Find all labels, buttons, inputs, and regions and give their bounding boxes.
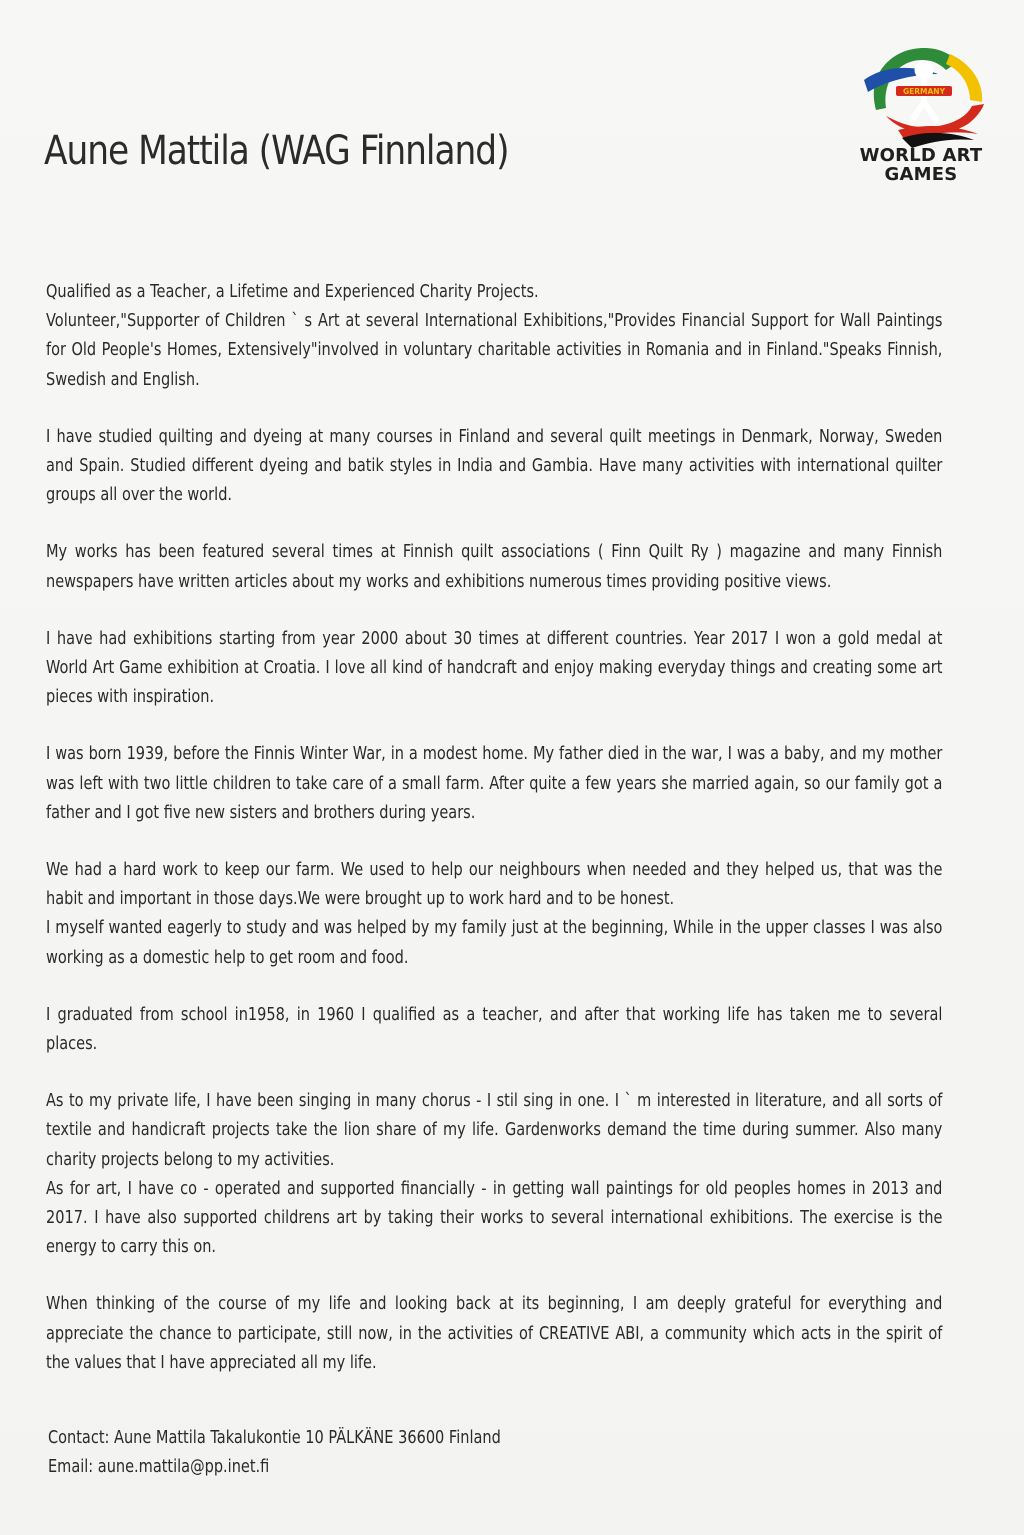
paragraph-childhood (46, 740, 942, 828)
paragraph-line: My works has been featured several times at Finnish quilt associations ( Finn Quilt Ry ) magazine and many Finnish newspapers have written articles about my works and exhibitions numerous times providing positive views. (46, 542, 943, 592)
paragraph-line: I have had exhibitions starting from year 2000 about 30 times at different countries. Year 2017 I won a gold medal at World Art Game exhibition at Croatia. I love all kind of handcraft and enjoy making everyday things and creating some art pieces with inspiration. (46, 628, 943, 708)
paragraph-line: When thinking of the course of my life and looking back at its beginning, I am deeply grateful for everything and appreciate the chance to participate, still now, in the activities of CREATIVE ABI, a community which acts in the spirit of the values that I have appreciated all my life. (46, 1294, 943, 1373)
logo-brand-line1: WORLD ART (859, 145, 983, 166)
logo-brand-text (846, 146, 996, 184)
logo-badge-text: GERMANY (902, 87, 946, 96)
paragraph-line: Qualified as a Teacher, a Lifetime and Experienced Charity Projects. (46, 282, 539, 302)
biography-body (46, 278, 942, 1406)
world-art-games-logo (846, 40, 996, 190)
paragraph-farm-life (46, 856, 942, 973)
paragraph-private-life (46, 1087, 942, 1262)
paragraph-exhibitions (46, 625, 942, 713)
paragraph-features (46, 538, 942, 596)
paragraph-qualifications (46, 278, 942, 395)
contact-address: Contact: Aune Mattila Takalukontie 10 PÄLKÄNE 36600 Finland (48, 1428, 501, 1448)
paragraph-line: As for art, I have co - operated and supported financially - in getting wall paintings for old peoples homes in 2013 and 2017. I have also supported childrens art by taking their works to several international exhibitions. The exercise is the energy to carry this on. (46, 1178, 943, 1258)
paragraph-line: We had a hard work to keep our farm. We used to help our neighbours when needed and they helped us, that was the habit and important in those days.We were brought up to work hard and to be honest. (46, 860, 943, 910)
paragraph-line: I have studied quilting and dyeing at many courses in Finland and several quilt meetings in Denmark, Norway, Sweden and Spain. Studied different dyeing and batik styles in India and Gambia. Have many activities with international quilter groups all over the world. (46, 426, 943, 506)
paragraph-line: Volunteer,"Supporter of Children ` s Art at several International Exhibitions,"Provides Financial Support for Wall Paintings for Old People's Homes, Extensively"involved in voluntary charitable activities in Romania and in Finland."Speaks Finnish, Swedish and English. (46, 311, 943, 390)
paragraph-line: I was born 1939, before the Finnis Winter War, in a modest home. My father died in the war, I was a baby, and my mother was left with two little children to take care of a small farm. After quite a few years she married again, so our family got a father and I got five new sisters and brothers during years. (46, 744, 943, 823)
paragraph-education (46, 1001, 942, 1059)
contact-email: Email: aune.mattila@pp.inet.fi (48, 1457, 270, 1477)
paragraph-quilting-studies (46, 423, 942, 511)
page-title: Aune Mattila (WAG Finnland) (44, 128, 509, 174)
contact-block (48, 1424, 501, 1482)
logo-emblem-icon (846, 40, 996, 150)
paragraph-line: I myself wanted eagerly to study and was helped by my family just at the beginning, While in the upper classes I was also working as a domestic help to get room and food. (46, 918, 943, 968)
paragraph-line: As to my private life, I have been singing in many chorus - I stil sing in one. I ` m interested in literature, and all sorts of textile and handicraft projects take the lion share of my life. Gardenworks demand the time during summer. Also many charity projects belong to my activities. (46, 1091, 943, 1170)
logo-brand-line2: GAMES (884, 164, 958, 185)
paragraph-reflection (46, 1290, 942, 1378)
paragraph-line: I graduated from school in1958, in 1960 I qualified as a teacher, and after that working life has taken me to several places. (46, 1004, 943, 1055)
